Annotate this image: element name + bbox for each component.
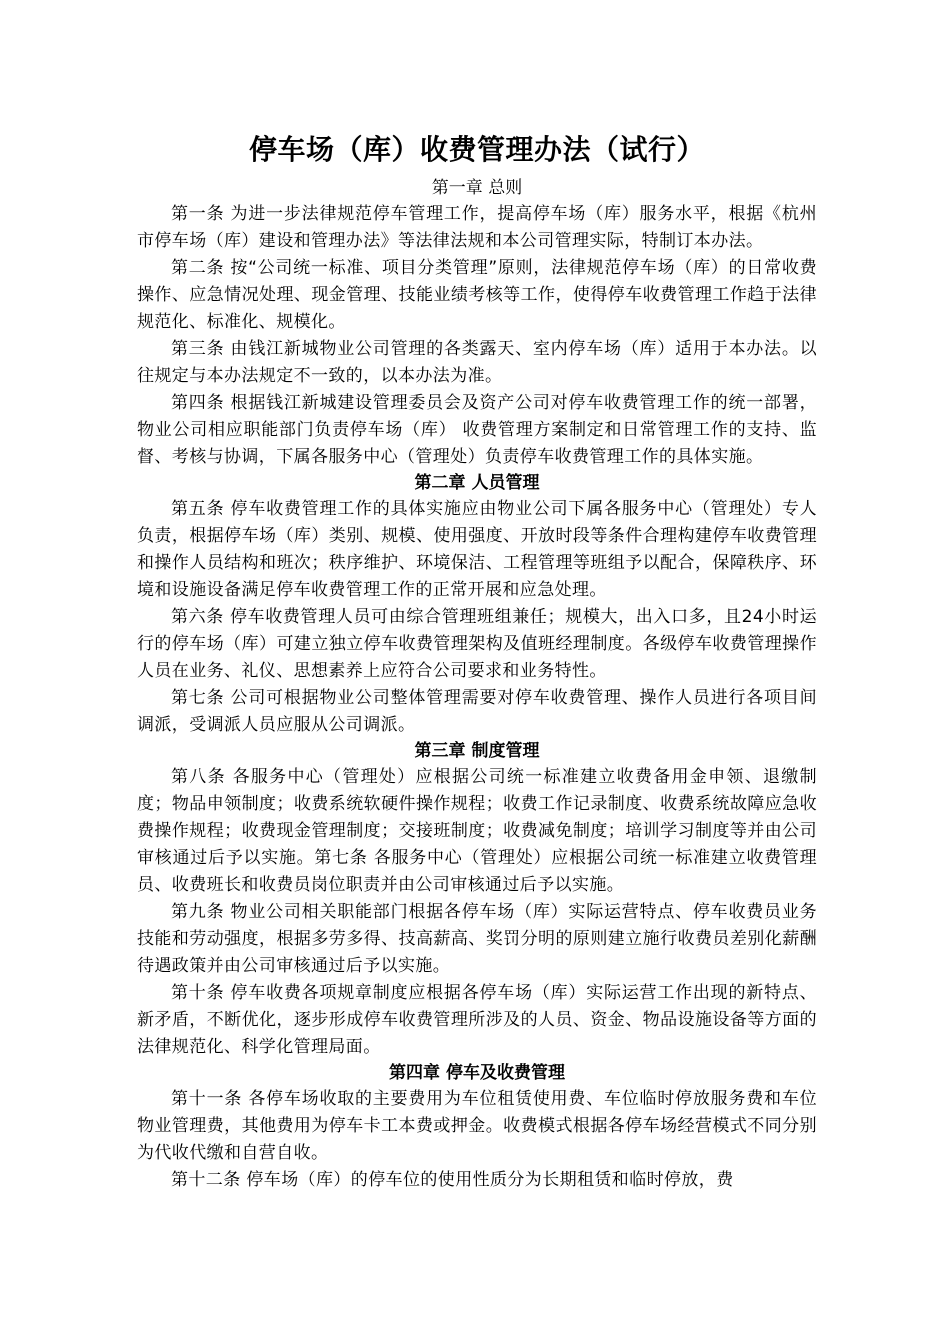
chapter-heading: 第三章 制度管理: [414, 741, 540, 761]
article-paragraph: 第四条 根据钱江新城建设管理委员会及资产公司对停车收费管理工作的统一部署，物业公司相应职能部门负责停车场（库） 收费管理方案制定和日常管理工作的支持、监督、考核与协调，下属各服务中心（管理处）负责停车收费管理工作的具体实施。: [137, 393, 817, 467]
chapter-heading: 第四章 停车及收费管理: [389, 1063, 565, 1083]
article-paragraph: 第十条 停车收费各项规章制度应根据各停车场（库）实际运营工作出现的新特点、新矛盾，不断优化，逐步形成停车收费管理所涉及的人员、资金、物品设施设备等方面的法律规范化、科学化管理局面。: [137, 983, 817, 1057]
chapter-4: [137, 1061, 817, 1194]
article-paragraph: 第二条 按“公司统一标准、项目分类管理”原则，法律规范停车场（库）的日常收费操作、应急情况处理、现金管理、技能业绩考核等工作，使得停车收费管理工作趋于法律规范化、标准化、规模化。: [137, 258, 817, 332]
article-paragraph: 第五条 停车收费管理工作的具体实施应由物业公司下属各服务中心（管理处）专人负责，根据停车场（库）类别、规模、使用强度、开放时段等条件合理构建停车收费管理和操作人员结构和班次；秩序维护、环境保洁、工程管理等班组予以配合，保障秩序、环境和设施设备满足停车收费管理工作的正常开展和应急处理。: [137, 499, 817, 600]
chapter-heading: 第一章 总则: [431, 178, 523, 198]
article-paragraph: 第八条 各服务中心（管理处）应根据公司统一标准建立收费备用金申领、退缴制度；物品申领制度；收费系统软硬件操作规程；收费工作记录制度、收费系统故障应急收费操作规程；收费现金管理制度；交接班制度；收费减免制度；培训学习制度等并由公司审核通过后予以实施。第七条 各服务中心（管理处）应根据公司统一标准建立收费管理员、收费班长和收费员岗位职责并由公司审核通过后予以实施。: [137, 767, 817, 895]
article-paragraph: 第七条 公司可根据物业公司整体管理需要对停车收费管理、操作人员进行各项目间调派，受调派人员应服从公司调派。: [137, 688, 817, 735]
document-page: [137, 128, 817, 1194]
article-paragraph: 第九条 物业公司相关职能部门根据各停车场（库）实际运营特点、停车收费员业务技能和劳动强度，根据多劳多得、技高薪高、奖罚分明的原则建立施行收费员差别化薪酬待遇政策并由公司审核通过后予以实施。: [137, 902, 817, 976]
article-paragraph: 第六条 停车收费管理人员可由综合管理班组兼任；规模大，出入口多，且24小时运行的停车场（库）可建立独立停车收费管理架构及值班经理制度。各级停车收费管理操作人员在业务、礼仪、思想素养上应符合公司要求和业务特性。: [137, 607, 817, 681]
chapter-3: [137, 739, 817, 1061]
chapter-2: [137, 471, 817, 739]
article-paragraph: 第十二条 停车场（库）的停车位的使用性质分为长期租赁和临时停放，费: [171, 1170, 734, 1190]
article-paragraph: 第三条 由钱江新城物业公司管理的各类露天、室内停车场（库）适用于本办法。以往规定与本办法规定不一致的，以本办法为准。: [137, 339, 817, 386]
article-paragraph: 第十一条 各停车场收取的主要费用为车位租赁使用费、车位临时停放服务费和车位物业管理费，其他费用为停车卡工本费或押金。收费模式根据各停车场经营模式不同分别为代收代缴和自营自收。: [137, 1089, 817, 1163]
chapter-heading: 第二章 人员管理: [414, 473, 540, 493]
chapter-1: [137, 176, 817, 471]
document-title: 停车场（库）收费管理办法（试行）: [248, 133, 705, 166]
article-paragraph: 第一条 为进一步法律规范停车管理工作，提高停车场（库）服务水平，根据《杭州市停车场（库）建设和管理办法》等法律法规和本公司管理实际，特制订本办法。: [137, 204, 817, 251]
